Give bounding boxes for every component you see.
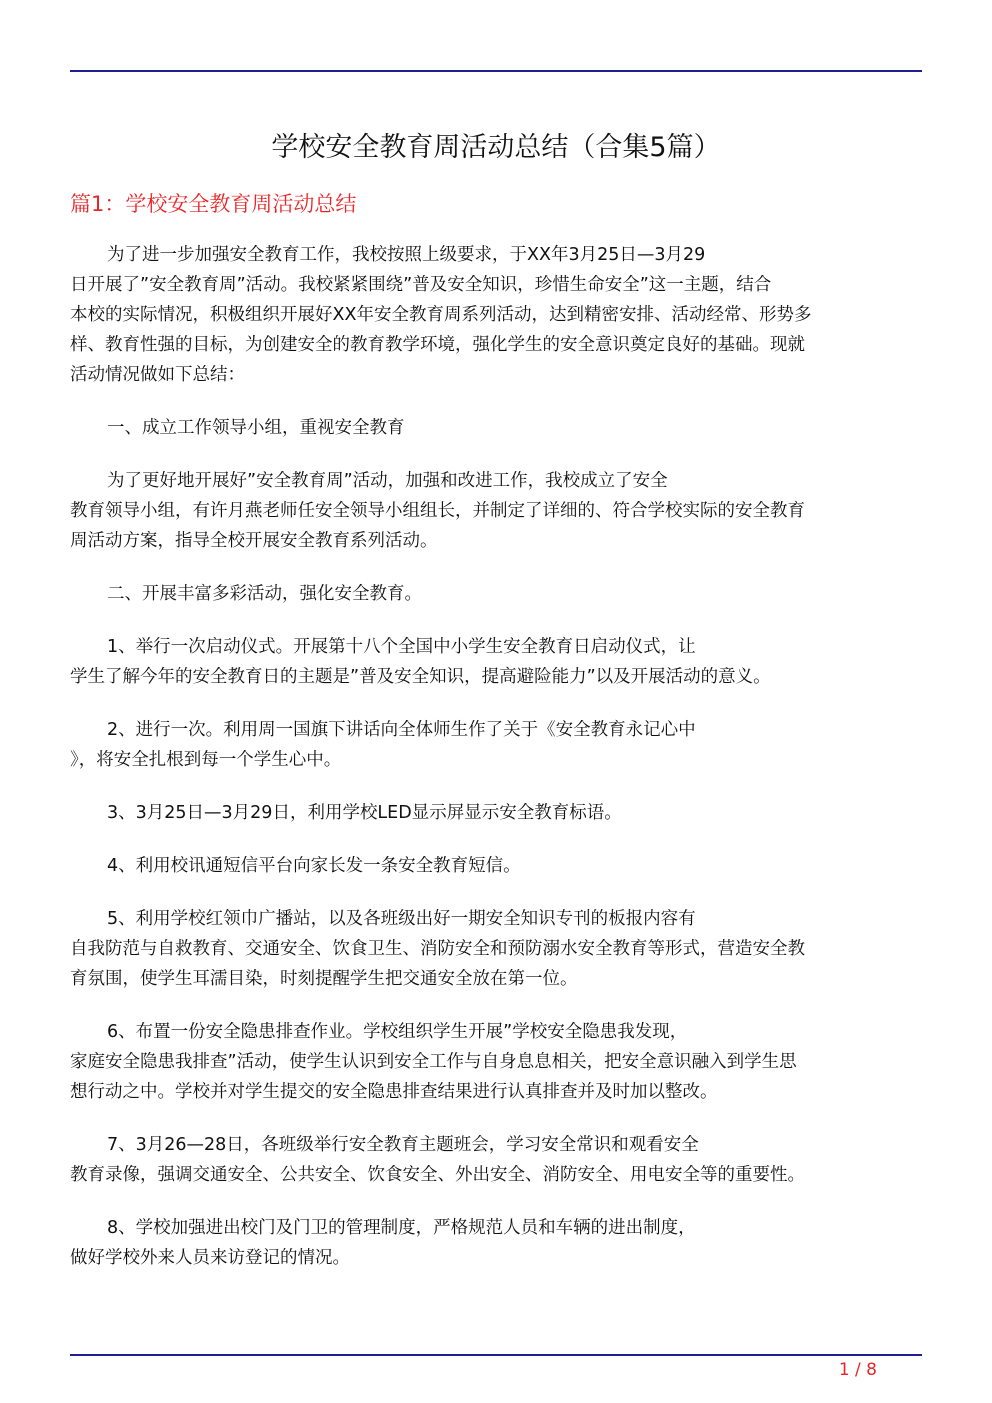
paragraph-line: 7、3月26—28日，各班级举行安全教育主题班会，学习安全常识和观看安全 [107,1135,699,1155]
paragraph-line: 为了进一步加强安全教育工作，我校按照上级要求，于XX年3月25日—3月29 [107,245,706,265]
paragraph [70,579,915,609]
paragraph-line: 样、教育性强的目标，为创建安全的教育教学环境，强化学生的安全意识奠定良好的基础。现就 [70,335,805,355]
paragraph-line: 教育录像，强调交通安全、公共安全、饮食安全、外出安全、消防安全、用电安全等的重要性。 [70,1165,805,1185]
paragraph-line: 日开展了”安全教育周”活动。我校紧紧围绕”普及安全知识，珍惜生命安全”这一主题，结合 [70,275,772,295]
paragraph-line: 一、成立工作领导小组，重视安全教育 [107,418,405,438]
footer-rule [70,1354,922,1356]
paragraph-line: 8、学校加强进出校门及门卫的管理制度，严格规范人员和车辆的进出制度， [107,1218,696,1238]
paragraph [70,413,915,443]
document-body [70,240,915,1296]
paragraph-line: 二、开展丰富多彩活动，强化安全教育。 [107,584,422,604]
paragraph-line: 3、3月25日—3月29日，利用学校LED显示屏显示安全教育标语。 [107,803,622,823]
paragraph-line: 2、进行一次。利用周一国旗下讲话向全体师生作了关于《安全教育永记心中 [107,720,696,740]
paragraph-line: 家庭安全隐患我排查”活动，使学生认识到安全工作与自身息息相关，把安全意识融入到学生思 [70,1052,797,1072]
header-rule [70,70,922,72]
paragraph-line: 1、举行一次启动仪式。开展第十八个全国中小学生安全教育日启动仪式，让 [107,637,696,657]
paragraph [70,851,915,881]
paragraph [70,1213,915,1273]
paragraph [70,632,915,692]
paragraph-line: 自我防范与自救教育、交通安全、饮食卫生、消防安全和预防溺水安全教育等形式，营造安全教 [70,939,805,959]
paragraph [70,1130,915,1190]
page-number: 1 / 8 [838,1360,877,1380]
paragraph-line: 5、利用学校红领巾广播站，以及各班级出好一期安全知识专刊的板报内容有 [107,909,696,929]
document-title: 学校安全教育周活动总结（合集5篇） [271,132,721,163]
paragraph-line: 做好学校外来人员来访登记的情况。 [70,1248,350,1268]
paragraph-line: 学生了解今年的安全教育日的主题是”普及安全知识，提高避险能力”以及开展活动的意义。 [70,667,771,687]
paragraph [70,798,915,828]
paragraph [70,904,915,994]
paragraph [70,466,915,556]
paragraph [70,715,915,775]
paragraph-line: 想行动之中。学校并对学生提交的安全隐患排查结果进行认真排查并及时加以整改。 [70,1082,718,1102]
paragraph-line: 活动情况做如下总结： [70,365,245,385]
paragraph-line: 教育领导小组，有许月燕老师任安全领导小组组长，并制定了详细的、符合学校实际的安全教育 [70,501,805,521]
paragraph-line: 为了更好地开展好”安全教育周”活动，加强和改进工作，我校成立了安全 [107,471,668,491]
paragraph [70,1017,915,1107]
paragraph-line: 育氛围，使学生耳濡目染，时刻提醒学生把交通安全放在第一位。 [70,969,578,989]
paragraph-line: 6、布置一份安全隐患排查作业。学校组织学生开展”学校安全隐患我发现， [107,1022,688,1042]
paragraph-line: 》，将安全扎根到每一个学生心中。 [70,750,342,770]
section-heading: 篇1：学校安全教育周活动总结 [70,192,357,216]
paragraph-line: 4、利用校讯通短信平台向家长发一条安全教育短信。 [107,856,521,876]
paragraph-line: 本校的实际情况，积极组织开展好XX年安全教育周系列活动，达到精密安排、活动经常、形势多 [70,305,812,325]
paragraph [70,240,915,390]
paragraph-line: 周活动方案，指导全校开展安全教育系列活动。 [70,531,438,551]
